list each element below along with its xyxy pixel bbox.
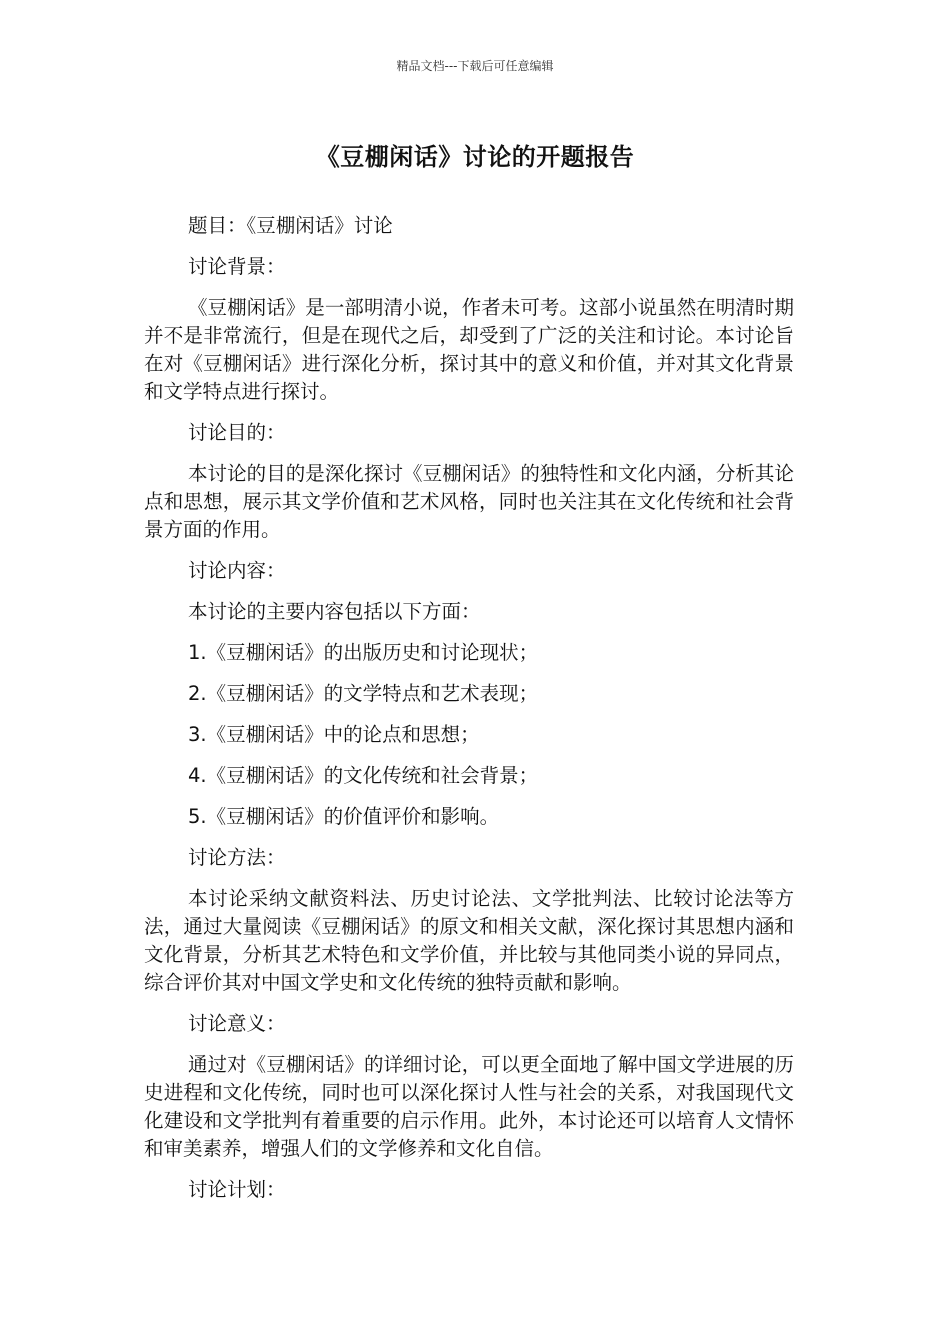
document-body [144,212,794,1217]
purpose-heading: 讨论目的： [188,421,286,444]
content-intro: 本讨论的主要内容包括以下方面： [188,600,481,623]
method-paragraph: 本讨论采纳文献资料法、历史讨论法、文学批判法、比较讨论法等方法，通过大量阅读《豆棚闲话》的原文和相关文献，深化探讨其思想内涵和文化背景，分析其艺术特色和文学价值，并比较与其他同类小说的异同点，综合评价其对中国文学史和文化传统的独特贡献和影响。 [144,887,794,994]
background-paragraph: 《豆棚闲话》是一部明清小说，作者未可考。这部小说虽然在明清时期并不是非常流行，但是在现代之后，却受到了广泛的关注和讨论。本讨论旨在对《豆棚闲话》进行深化分析，探讨其中的意义和价值，并对其文化背景和文学特点进行探讨。 [144,296,794,403]
purpose-paragraph: 本讨论的目的是深化探讨《豆棚闲话》的独特性和文化内涵，分析其论点和思想，展示其文学价值和艺术风格，同时也关注其在文化传统和社会背景方面的作用。 [144,462,794,541]
content-heading: 讨论内容： [188,559,286,582]
background-heading: 讨论背景： [188,255,286,278]
page-header: 精品文档---下载后可任意编辑 [396,59,554,73]
topic-line: 题目：《豆棚闲话》讨论 [188,214,393,237]
content-list-item: 1.《豆棚闲话》的出版历史和讨论现状； [188,641,539,664]
document-title: 《豆棚闲话》讨论的开题报告 [315,143,635,171]
content-list-item: 5.《豆棚闲话》的价值评价和影响。 [188,805,500,828]
content-list-item: 4.《豆棚闲话》的文化传统和社会背景； [188,764,539,787]
method-heading: 讨论方法： [188,846,286,869]
content-list-item: 3.《豆棚闲话》中的论点和思想； [188,723,480,746]
plan-heading: 讨论计划： [188,1178,286,1201]
significance-paragraph: 通过对《豆棚闲话》的详细讨论，可以更全面地了解中国文学进展的历史进程和文化传统，同时也可以深化探讨人性与社会的关系，对我国现代文化建设和文学批判有着重要的启示作用。此外，本讨论还可以培育人文情怀和审美素养，增强人们的文学修养和文化自信。 [144,1053,794,1160]
content-list-item: 2.《豆棚闲话》的文学特点和艺术表现； [188,682,539,705]
significance-heading: 讨论意义： [188,1012,286,1035]
